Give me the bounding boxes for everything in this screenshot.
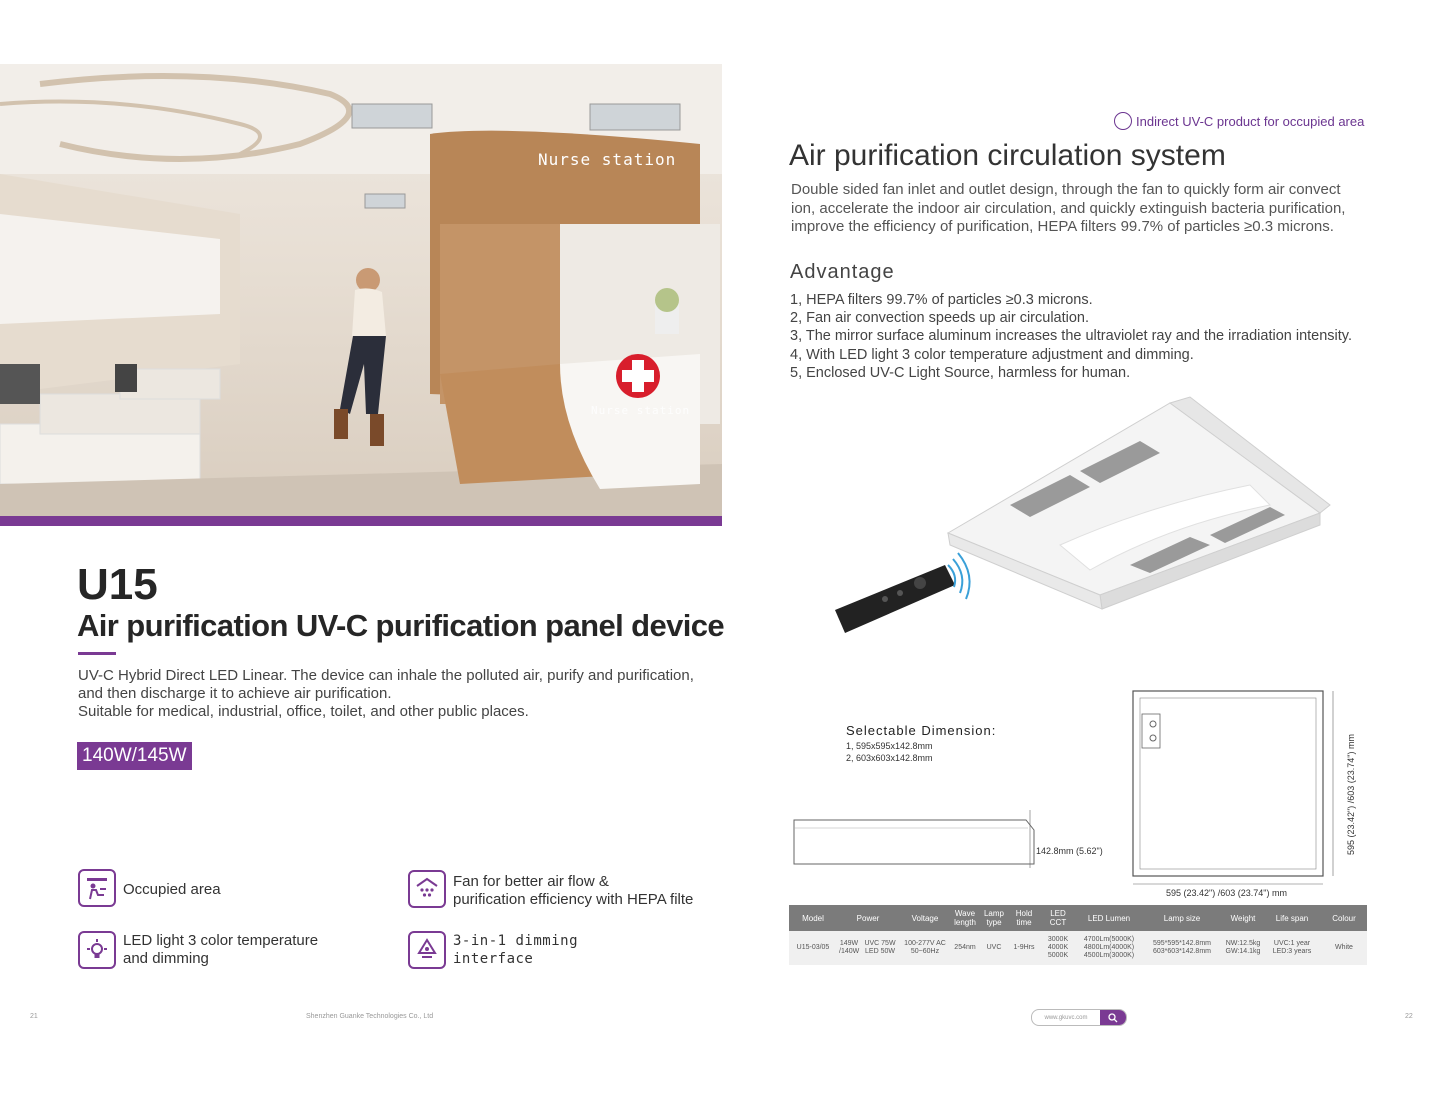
hospital-scene	[0, 64, 722, 516]
feature-occupied-area: Occupied area	[123, 881, 221, 898]
advantage-item-2: 2, Fan air convection speeds up air circulation.	[790, 310, 1090, 326]
top-view-drawing	[1128, 686, 1338, 896]
product-tag	[1114, 112, 1364, 130]
nurse-station-desk-label: Nurse station	[591, 404, 691, 417]
cell-power: 149W /140W	[837, 931, 861, 965]
header-life-span: Life span	[1263, 905, 1321, 931]
hero-photo	[0, 64, 722, 516]
advantage-item-4: 4, With LED light 3 color temperature adjustment and dimming.	[790, 347, 1194, 363]
model-number: U15	[77, 560, 158, 609]
fan-icon	[408, 870, 446, 908]
feature-fan-line-2: purification efficiency with HEPA filte	[453, 891, 694, 908]
cell-power-split: UVC 75W LED 50W	[861, 931, 899, 965]
side-view-drawing	[790, 808, 1040, 872]
depth-dimension-label: 595 (23.42") /603 (23.74") mm	[1346, 734, 1356, 855]
feature-led-line-2: and dimming	[123, 950, 209, 967]
description-line-1: UV-C Hybrid Direct LED Linear. The device can inhale the polluted air, purify and purification,	[78, 667, 694, 684]
header-weight: Weight	[1223, 905, 1263, 931]
dimming-interface-icon	[408, 931, 446, 969]
system-description-line-2: ion, accelerate the indoor air circulation, and quickly extinguish bacteria purification,	[791, 200, 1346, 217]
feature-dimming-line-1: 3-in-1 dimming	[453, 933, 579, 949]
cell-life-span: UVC:1 year LED:3 years	[1263, 931, 1321, 965]
cell-wavelength: 254nm	[951, 931, 979, 965]
advantage-heading: Advantage	[790, 261, 895, 283]
cell-lamp-size: 595*595*142.8mm 603*603*142.8mm	[1141, 931, 1223, 965]
table-row	[789, 931, 1367, 965]
occupied-area-badge-icon	[1114, 112, 1132, 130]
page-number-left: 21	[30, 1013, 38, 1020]
cell-led-lumen: 4700Lm(5000K) 4800Lm(4000K) 4500Lm(3000K)	[1077, 931, 1141, 965]
cell-model: U15-03/05	[789, 931, 837, 965]
header-voltage: Voltage	[899, 905, 951, 931]
header-led-lumen: LED Lumen	[1077, 905, 1141, 931]
search-icon[interactable]	[1100, 1010, 1126, 1025]
product-title: Air purification UV-C purification panel device	[77, 608, 725, 643]
cell-lamp-type: UVC	[979, 931, 1009, 965]
system-description-line-3: improve the efficiency of purification, HEPA filters 99.7% of particles ≥0.3 microns.	[791, 218, 1334, 235]
description-line-2: and then discharge it to achieve air purification.	[78, 685, 392, 702]
product-illustration	[830, 395, 1350, 645]
header-hold-time: Hold time	[1009, 905, 1039, 931]
cell-colour: White	[1321, 931, 1367, 965]
company-name: Shenzhen Guanke Technologies Co., Ltd	[306, 1013, 434, 1020]
cell-led-cct: 3000K 4000K 5000K	[1039, 931, 1077, 965]
header-colour: Colour	[1321, 905, 1367, 931]
dimension-option-2: 2, 603x603x142.8mm	[846, 753, 933, 763]
header-wavelength: Wave length	[951, 905, 979, 931]
header-lamp-size: Lamp size	[1141, 905, 1223, 931]
header-power: Power	[837, 905, 899, 931]
nurse-station-sign: Nurse station	[538, 150, 677, 169]
advantage-item-1: 1, HEPA filters 99.7% of particles ≥0.3 microns.	[790, 292, 1093, 308]
led-light-icon	[78, 931, 116, 969]
width-dimension-label: 595 (23.42") /603 (23.74") mm	[1166, 888, 1287, 898]
advantage-item-5: 5, Enclosed UV-C Light Source, harmless for human.	[790, 365, 1131, 381]
cell-voltage: 100-277V AC 50~60Hz	[899, 931, 951, 965]
header-model: Model	[789, 905, 837, 931]
title-underline	[78, 652, 116, 655]
spec-table-header	[789, 905, 1367, 931]
power-badge: 140W/145W	[77, 742, 192, 770]
feature-fan-line-1: Fan for better air flow &	[453, 873, 609, 890]
spec-table	[789, 905, 1367, 965]
feature-dimming-line-2: interface	[453, 951, 534, 967]
page-number-right: 22	[1405, 1013, 1413, 1020]
header-led-cct: LED CCT	[1039, 905, 1077, 931]
system-description-line-1: Double sided fan inlet and outlet design, through the fan to quickly form air convect	[791, 181, 1341, 198]
occupied-area-icon	[78, 869, 116, 907]
dimension-title: Selectable Dimension:	[846, 723, 997, 738]
dimension-option-1: 1, 595x595x142.8mm	[846, 741, 933, 751]
cell-weight: NW:12.5kg GW:14.1kg	[1223, 931, 1263, 965]
header-lamp-type: Lamp type	[979, 905, 1009, 931]
system-title: Air purification circulation system	[789, 139, 1226, 172]
feature-led-line-1: LED light 3 color temperature	[123, 932, 319, 949]
cell-hold-time: 1-9Hrs	[1009, 931, 1039, 965]
accent-bar	[0, 516, 722, 526]
website-url: www.gkuvc.com	[1044, 1014, 1088, 1021]
height-dimension-label: 142.8mm (5.62")	[1036, 846, 1103, 856]
advantage-item-3: 3, The mirror surface aluminum increases the ultraviolet ray and the irradiation intensity.	[790, 328, 1352, 344]
product-tag-text: Indirect UV-C product for occupied area	[1136, 113, 1365, 129]
website-search-box[interactable]	[1031, 1009, 1127, 1026]
description-line-3: Suitable for medical, industrial, office, toilet, and other public places.	[78, 703, 529, 720]
